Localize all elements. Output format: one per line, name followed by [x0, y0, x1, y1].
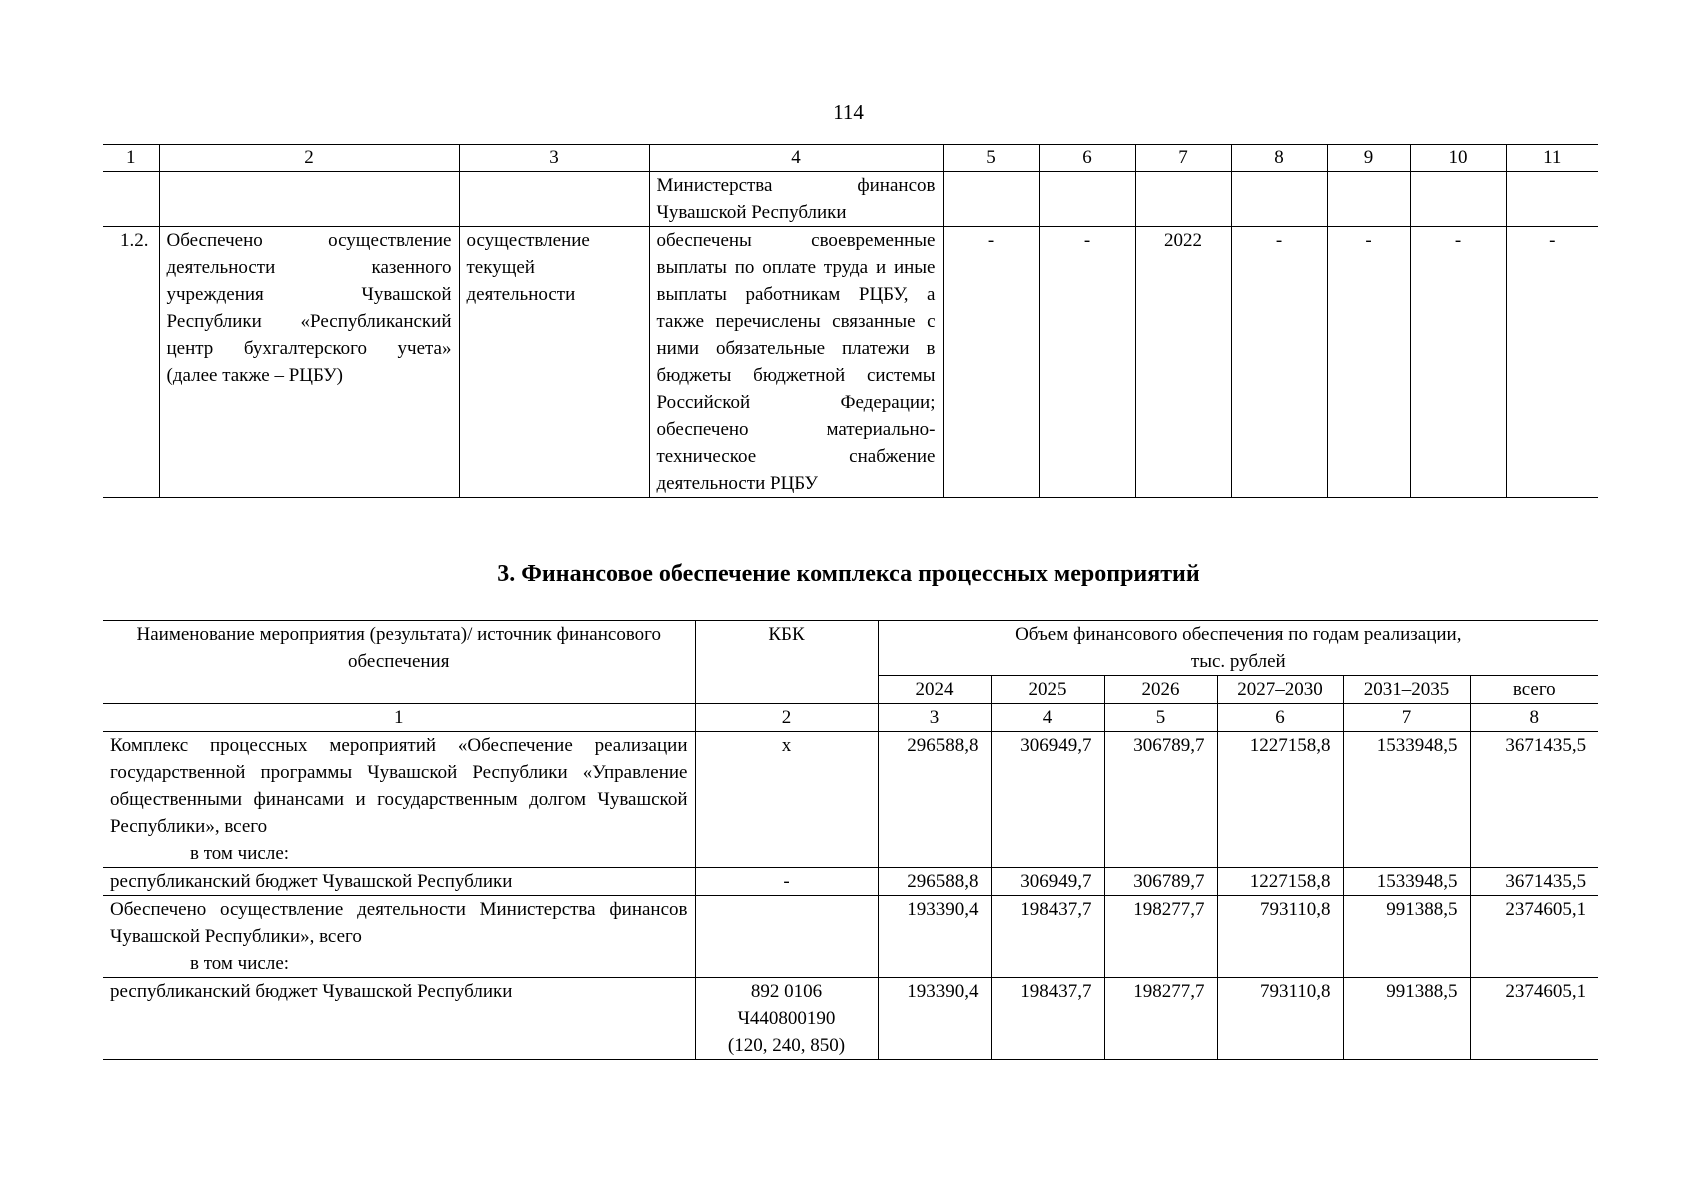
value-2025: 198437,7: [991, 896, 1104, 978]
row-number: 1.2.: [103, 227, 159, 498]
col-number: 2: [695, 704, 878, 732]
col-header: 2: [159, 145, 459, 172]
cell-value: -: [1231, 227, 1327, 498]
finance-table: [103, 620, 1598, 1060]
year-header: 2025: [991, 676, 1104, 704]
col-header: 7: [1135, 145, 1231, 172]
value-2031-2035: 1533948,5: [1343, 868, 1470, 896]
continued-description: Министерства финансов Чувашской Республики: [649, 172, 943, 227]
row-kbk: [695, 978, 878, 1060]
value-2027-2030: 793110,8: [1217, 896, 1343, 978]
value-2027-2030: 793110,8: [1217, 978, 1343, 1060]
row-kbk: х: [695, 732, 878, 868]
kbk-line: (120, 240, 850): [727, 1035, 846, 1056]
cell-value: -: [1039, 227, 1135, 498]
value-2031-2035: 991388,5: [1343, 978, 1470, 1060]
row-subtitle: в том числе:: [190, 843, 290, 864]
value-2027-2030: 1227158,8: [1217, 732, 1343, 868]
cell-value: -: [1327, 227, 1410, 498]
row-name: республиканский бюджет Чувашской Республики: [103, 978, 695, 1060]
value-2025: 306949,7: [991, 868, 1104, 896]
page-number: 114: [833, 100, 864, 124]
row-name-text: Комплекс процессных мероприятий «Обеспечение реализации государственной программы Чувашской Республики «Управление общественными финансами и государственным долгом Чувашской Республики», всего: [110, 735, 688, 837]
value-2024: 193390,4: [878, 896, 991, 978]
value-total: 2374605,1: [1470, 896, 1598, 978]
col-header: 1: [103, 145, 159, 172]
column-number-row: [103, 704, 1598, 732]
value-total: 2374605,1: [1470, 978, 1598, 1060]
cell-value: -: [943, 227, 1039, 498]
col-header: 6: [1039, 145, 1135, 172]
col-header: 11: [1506, 145, 1598, 172]
col-header: 5: [943, 145, 1039, 172]
col-header: 8: [1231, 145, 1327, 172]
col-number: 4: [991, 704, 1104, 732]
col-header: 9: [1327, 145, 1410, 172]
header-name: Наименование мероприятия (результата)/ источник финансового обеспечения: [103, 621, 695, 704]
year-header: 2024: [878, 676, 991, 704]
col-number: 6: [1217, 704, 1343, 732]
cell-value: -: [1410, 227, 1506, 498]
col-number: 8: [1470, 704, 1598, 732]
value-2024: 296588,8: [878, 868, 991, 896]
value-total: 3671435,5: [1470, 868, 1598, 896]
header-volume: Объем финансового обеспечения по годам реализации, тыс. рублей: [878, 621, 1598, 676]
table-row: [103, 227, 1598, 498]
kbk-line: Ч440800190: [737, 1008, 836, 1029]
cell-year: 2022: [1135, 227, 1231, 498]
value-2026: 306789,7: [1104, 868, 1217, 896]
col-number: 5: [1104, 704, 1217, 732]
value-2026: 198277,7: [1104, 896, 1217, 978]
col-number: 1: [103, 704, 695, 732]
row-name: [103, 732, 695, 868]
col-header: 3: [459, 145, 649, 172]
section-title: 3. Финансовое обеспечение комплекса процессных мероприятий: [497, 561, 1200, 587]
year-header: 2026: [1104, 676, 1217, 704]
value-2024: 193390,4: [878, 978, 991, 1060]
value-2027-2030: 1227158,8: [1217, 868, 1343, 896]
value-total: 3671435,5: [1470, 732, 1598, 868]
column-number-row: [103, 145, 1598, 172]
col-number: 3: [878, 704, 991, 732]
value-2031-2035: 991388,5: [1343, 896, 1470, 978]
measure-type: осуществление текущей деятельности: [459, 227, 649, 498]
col-number: 7: [1343, 704, 1470, 732]
value-2031-2035: 1533948,5: [1343, 732, 1470, 868]
col-header: 4: [649, 145, 943, 172]
year-header: 2031–2035: [1343, 676, 1470, 704]
value-2026: 306789,7: [1104, 732, 1217, 868]
value-2025: 306949,7: [991, 732, 1104, 868]
row-name: [103, 896, 695, 978]
table-row: [103, 868, 1598, 896]
year-header: 2027–2030: [1217, 676, 1343, 704]
row-name: республиканский бюджет Чувашской Республики: [103, 868, 695, 896]
row-subtitle: в том числе:: [190, 953, 290, 974]
cell-value: -: [1506, 227, 1598, 498]
value-2026: 198277,7: [1104, 978, 1217, 1060]
continuation-row: [103, 172, 1598, 227]
measure-name: Обеспечено осуществление деятельности казенного учреждения Чувашской Республики «Республиканский центр бухгалтерского учета» (далее также – РЦБУ): [159, 227, 459, 498]
row-kbk: -: [695, 868, 878, 896]
table-row: [103, 978, 1598, 1060]
table-row: [103, 896, 1598, 978]
kbk-line: 892 0106: [750, 981, 823, 1002]
value-2025: 198437,7: [991, 978, 1104, 1060]
header-row: [103, 621, 1598, 676]
col-header: 10: [1410, 145, 1506, 172]
value-2024: 296588,8: [878, 732, 991, 868]
measure-description: обеспечены своевременные выплаты по оплате труда и иные выплаты работникам РЦБУ, а также перечислены связанные с ними обязательные платежи в бюджеты бюджетной системы Российской Федерации; обеспечено материально-техническое снабжение деятельности РЦБУ: [649, 227, 943, 498]
table-row: [103, 732, 1598, 868]
measures-table: [103, 144, 1598, 498]
header-kbk: КБК: [695, 621, 878, 704]
row-name-text: Обеспечено осуществление деятельности Министерства финансов Чувашской Республики», всего: [110, 899, 688, 947]
row-kbk: [695, 896, 878, 978]
year-header: всего: [1470, 676, 1598, 704]
